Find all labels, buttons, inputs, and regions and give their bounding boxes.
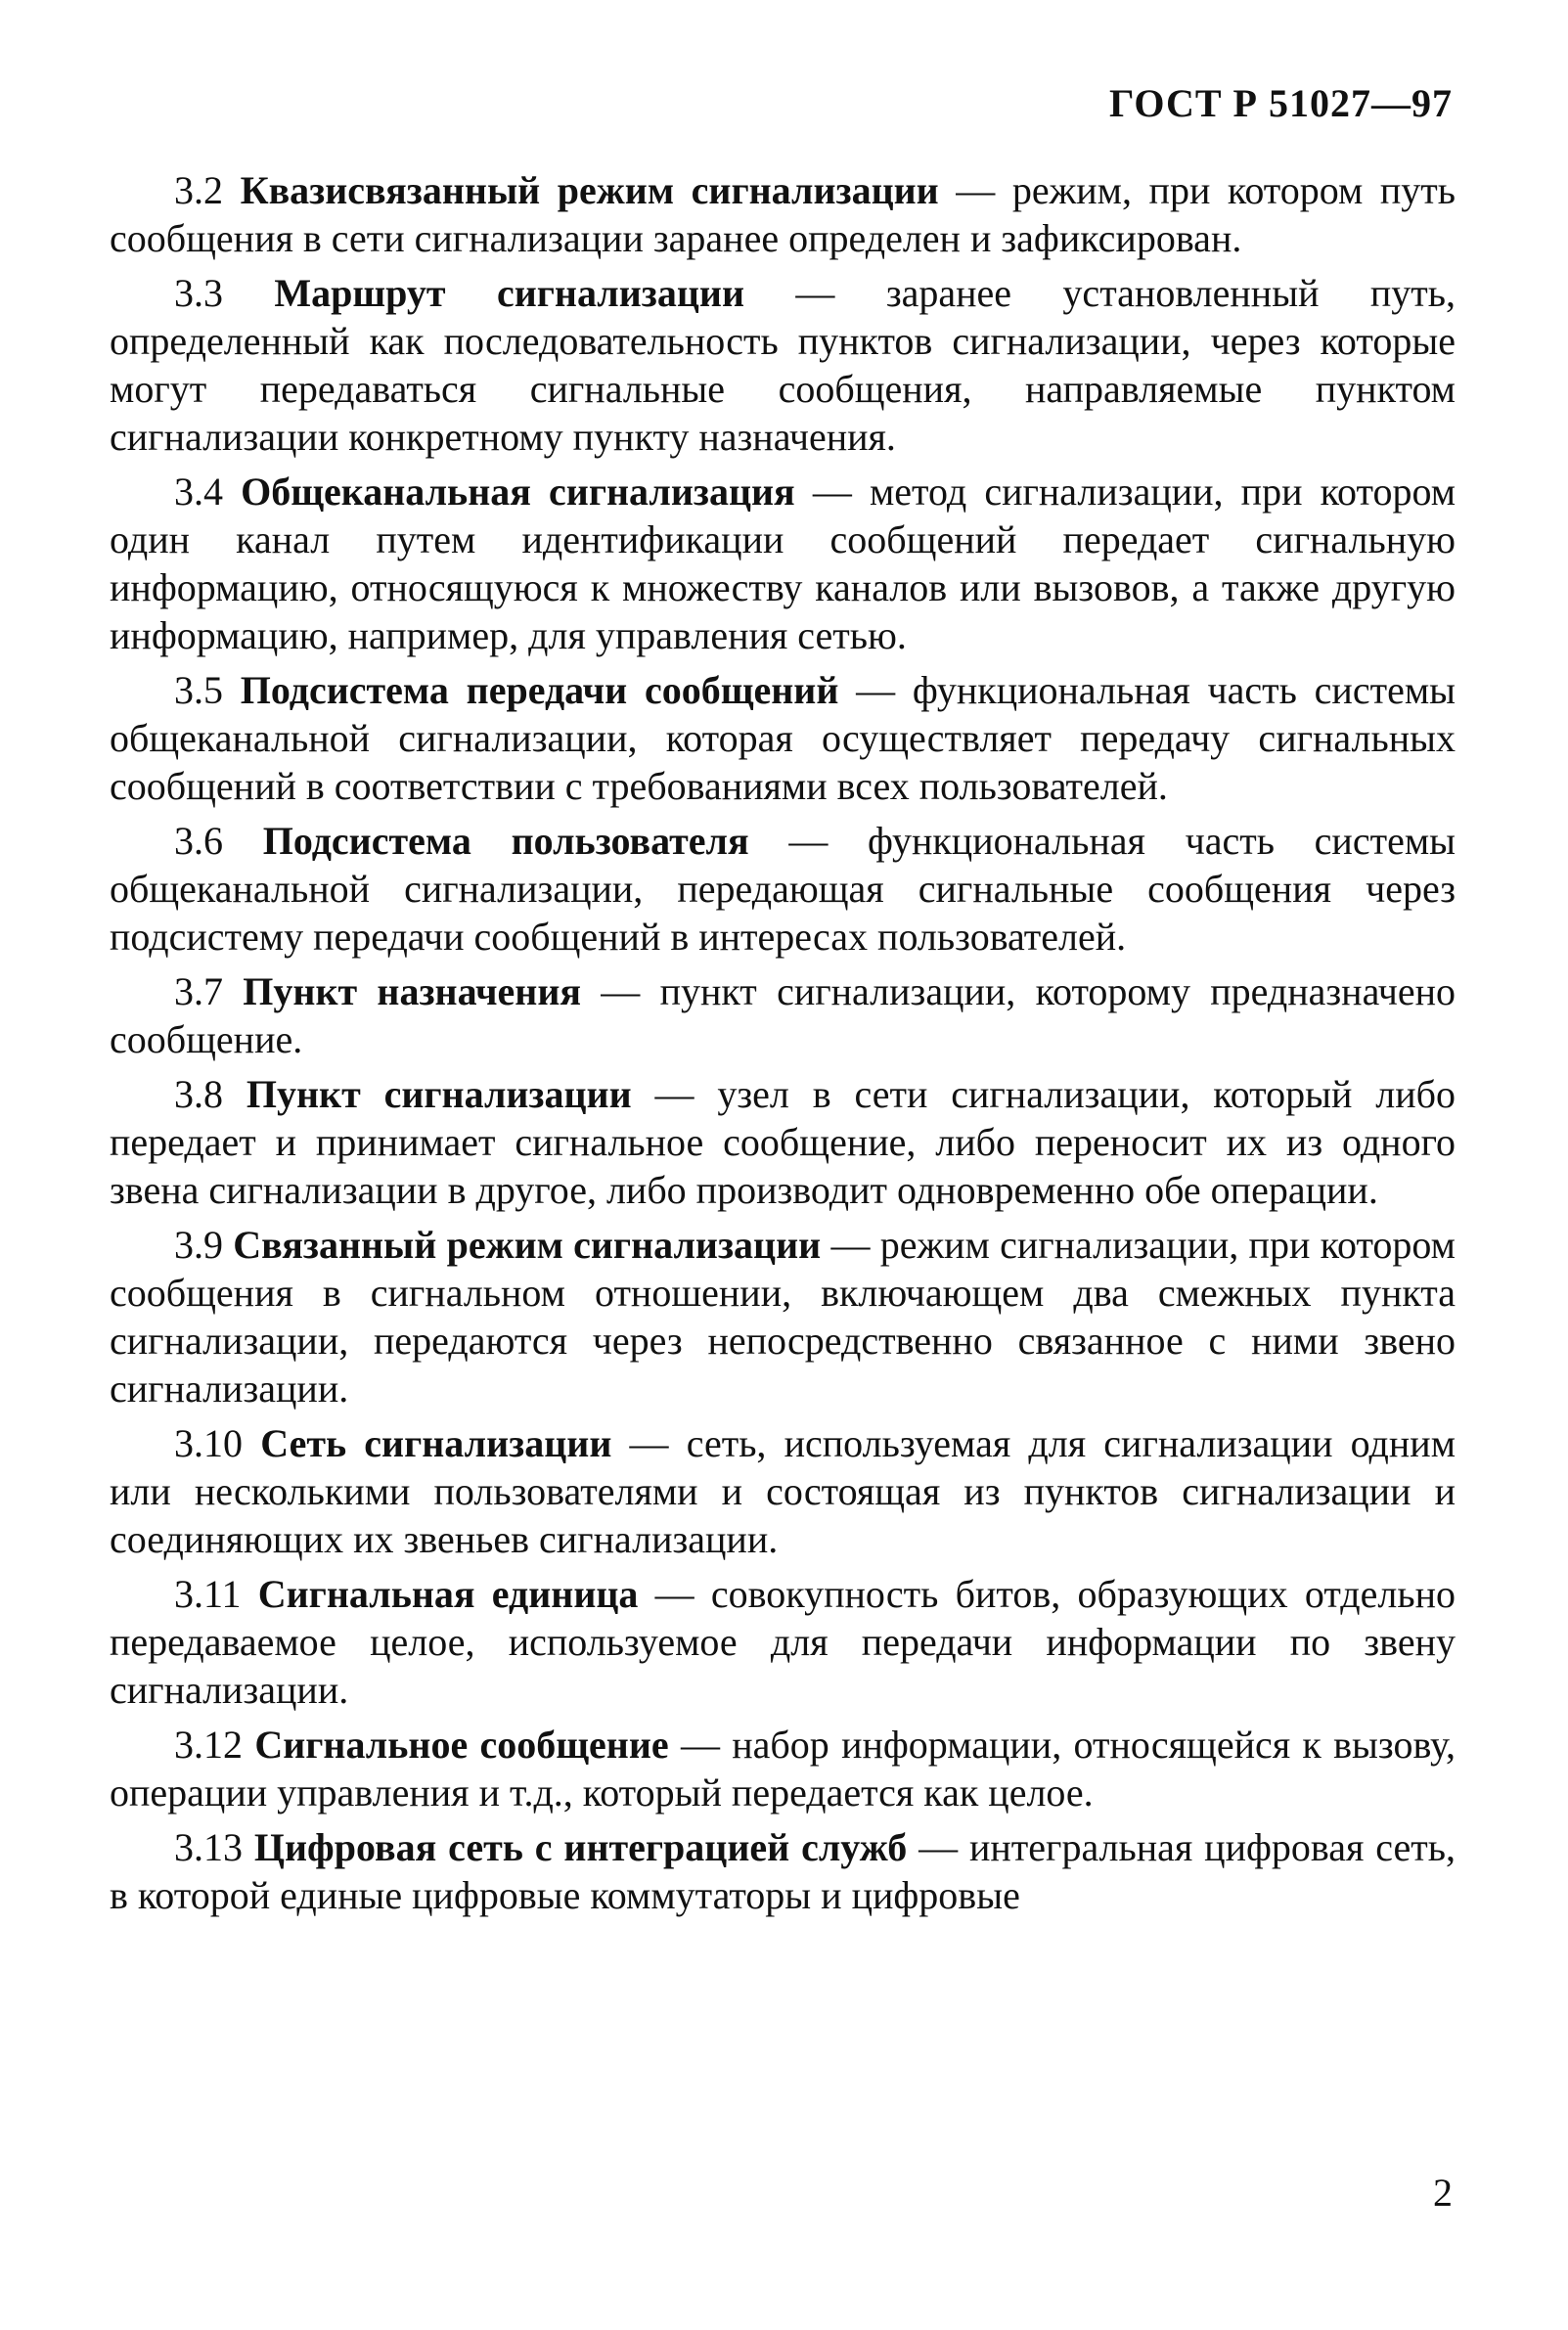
definition-entry <box>110 967 1456 1063</box>
entry-number: 3.3 <box>174 271 223 315</box>
entry-text: — набор информации, относящейся к вызову, операции управления и т.д., который передается как целое. <box>110 1723 1456 1815</box>
entry-text: — пункт сигнализации, которому предназначено сообщение. <box>110 969 1456 1061</box>
entry-term: Подсистема пользователя <box>262 819 749 863</box>
entry-number: 3.9 <box>174 1223 223 1267</box>
definition-entry <box>110 1070 1456 1214</box>
entry-term: Подсистема передачи сообщений <box>240 668 839 712</box>
entry-term: Цифровая сеть с интеграцией служб <box>253 1825 908 1869</box>
entry-text: — заранее установленный путь, определенный как последовательность пунктов сигнализации, через которые могут передаваться сигнальные сообщения, направляемые пунктом сигнализации конкретному пункту назначения. <box>110 271 1456 459</box>
entry-number: 3.4 <box>174 470 223 514</box>
entry-number: 3.11 <box>174 1572 242 1616</box>
entry-term: Маршрут сигнализации <box>274 271 745 315</box>
definition-entry <box>110 666 1456 810</box>
definition-entry <box>110 1419 1456 1563</box>
document-header: ГОСТ Р 51027—97 <box>1108 81 1453 125</box>
entry-number: 3.6 <box>174 819 223 863</box>
entry-number: 3.7 <box>174 969 223 1013</box>
entry-term: Общеканальная сигнализация <box>241 470 795 514</box>
entry-number: 3.13 <box>174 1825 243 1869</box>
definition-entry <box>110 817 1456 961</box>
entry-term: Связанный режим сигнализации <box>233 1223 822 1267</box>
definition-entry <box>110 1721 1456 1816</box>
entry-term: Квазисвязанный режим сигнализации <box>240 168 939 212</box>
entry-term: Сигнальная единица <box>257 1572 639 1616</box>
entry-term: Сигнальное сообщение <box>254 1723 669 1767</box>
definition-entry <box>110 269 1456 461</box>
entry-number: 3.8 <box>174 1072 223 1116</box>
entry-term: Сеть сигнализации <box>260 1421 612 1465</box>
entry-text: — интегральная цифровая сеть, в которой единые цифровые коммутаторы и цифровые <box>110 1825 1456 1917</box>
definition-entry <box>110 166 1456 262</box>
entry-text: — совокупность битов, образующих отдельно передаваемое целое, используемое для передачи информации по звену сигнализации. <box>110 1572 1456 1712</box>
entry-text: — сеть, используемая для сигнализации одним или несколькими пользователями и состоящая из пунктов сигнализации и соединяющих их звеньев сигнализации. <box>110 1421 1456 1561</box>
definition-entry <box>110 1823 1456 1919</box>
page-number: 2 <box>1433 2171 1453 2215</box>
entry-text: — метод сигнализации, при котором один канал путем идентификации сообщений передает сигнальную информацию, относящуюся к множеству каналов или вызовов, а также другую информацию, например, для управления сетью. <box>110 470 1456 657</box>
definition-entry <box>110 468 1456 659</box>
entry-text: — узел в сети сигнализации, который либо передает и принимает сигнальное сообщение, либо переносит их из одного звена сигнализации в другое, либо производит одновременно обе операции. <box>110 1072 1456 1212</box>
definition-entry <box>110 1221 1456 1412</box>
entry-text: — режим сигнализации, при котором сообщения в сигнальном отношении, включающем два смежных пункта сигнализации, передаются через непосредственно связанное с ними звено сигнализации. <box>110 1223 1456 1411</box>
entry-number: 3.12 <box>174 1723 243 1767</box>
entry-number: 3.2 <box>174 168 223 212</box>
definition-entry <box>110 1570 1456 1714</box>
entry-text: — функциональная часть системы общеканальной сигнализации, которая осуществляет передачу сигнальных сообщений в соответствии с требованиями всех пользователей. <box>110 668 1456 808</box>
entry-text: — режим, при котором путь сообщения в сети сигнализации заранее определен и зафиксирован. <box>110 168 1456 260</box>
document-body <box>110 166 1456 1926</box>
entry-term: Пункт сигнализации <box>246 1072 632 1116</box>
entry-term: Пункт назначения <box>243 969 582 1013</box>
entry-number: 3.10 <box>174 1421 243 1465</box>
entry-text: — функциональная часть системы общеканальной сигнализации, передающая сигнальные сообщения через подсистему передачи сообщений в интересах пользователей. <box>110 819 1456 959</box>
entry-number: 3.5 <box>174 668 223 712</box>
